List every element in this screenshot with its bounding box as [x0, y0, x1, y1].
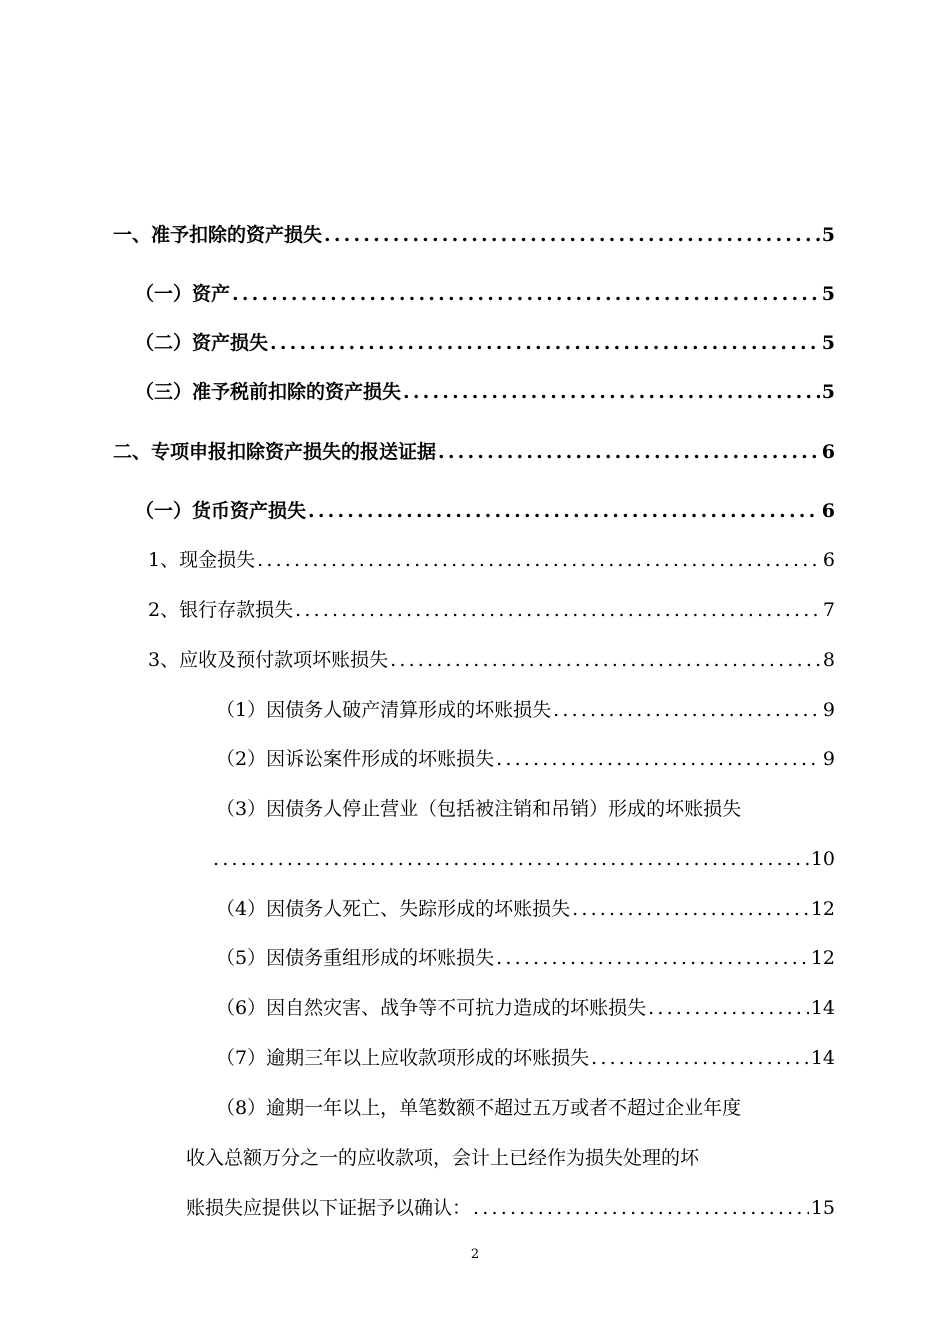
toc-entry-title: （4）因债务人死亡、失踪形成的坏账损失 [216, 898, 571, 920]
toc-entry-title: （一）货币资产损失 [135, 500, 307, 522]
toc-entry[interactable] [186, 1196, 835, 1220]
toc-entry-title: （二）资产损失 [135, 332, 269, 354]
toc-entry[interactable] [113, 223, 835, 247]
toc-entry-title: 2、银行存款损失 [148, 599, 294, 621]
toc-entry-page: 5 [821, 381, 835, 403]
toc-leader-dots [308, 499, 820, 523]
toc-entry-page: 5 [821, 224, 835, 246]
toc-entry[interactable] [135, 331, 835, 355]
toc-leader-dots [572, 897, 809, 921]
toc-leader-dots [496, 747, 821, 771]
toc-entry[interactable] [135, 380, 835, 404]
toc-entry-title-line[interactable]: 收入总额万分之一的应收款项，会计上已经作为损失处理的坏 [186, 1147, 700, 1169]
toc-leader-dots [295, 598, 821, 622]
toc-entry[interactable] [216, 698, 835, 722]
toc-entry[interactable] [216, 747, 835, 771]
toc-leader-dots [496, 946, 809, 970]
toc-entry-page: 15 [810, 1197, 835, 1219]
toc-entry-title: 一、准予扣除的资产损失 [113, 224, 323, 246]
toc-leader-dots [390, 648, 821, 672]
toc-entry-title: （7）逾期三年以上应收款项形成的坏账损失 [216, 1047, 590, 1069]
toc-entry-page: 7 [822, 599, 835, 621]
toc-leader-dots [213, 847, 809, 871]
toc-entry-title: （6）因自然灾害、战争等不可抗力造成的坏账损失 [216, 997, 647, 1019]
toc-entry[interactable] [148, 548, 835, 572]
toc-entry[interactable] [216, 897, 835, 921]
toc-entry-title: （1）因债务人破产清算形成的坏账损失 [216, 699, 552, 721]
toc-entry-page: 5 [821, 283, 835, 305]
toc-entry-page: 8 [822, 649, 835, 671]
toc-leader-dots [473, 1196, 809, 1220]
toc-entry[interactable] [213, 847, 835, 871]
toc-leader-dots [438, 440, 820, 464]
toc-entry-page: 10 [810, 848, 835, 870]
toc-entry-page: 9 [822, 748, 835, 770]
toc-entry-page: 6 [822, 549, 835, 571]
toc-leader-dots [553, 698, 821, 722]
toc-entry-page: 14 [810, 997, 835, 1019]
toc-entry-title: 3、应收及预付款项坏账损失 [148, 649, 389, 671]
toc-entry-title: （一）资产 [135, 283, 231, 305]
toc-leader-dots [403, 380, 820, 404]
toc-entry-title-line: 账损失应提供以下证据予以确认： [186, 1197, 472, 1219]
toc-entry[interactable] [216, 1046, 835, 1070]
toc-entry[interactable] [148, 598, 835, 622]
toc-entry-page: 6 [821, 500, 835, 522]
toc-entry-title: （三）准予税前扣除的资产损失 [135, 381, 402, 403]
toc-entry[interactable] [148, 648, 835, 672]
toc-leader-dots [324, 223, 820, 247]
toc-entry-page: 14 [810, 1047, 835, 1069]
toc-entry-title-line[interactable]: （8）逾期一年以上，单笔数额不超过五万或者不超过企业年度 [216, 1097, 742, 1119]
toc-entry-title: 二、专项申报扣除资产损失的报送证据 [113, 441, 437, 463]
toc-entry-page: 12 [810, 947, 835, 969]
toc-entry-title: 1、现金损失 [148, 549, 256, 571]
toc-leader-dots [270, 331, 820, 355]
toc-entry[interactable] [216, 946, 835, 970]
toc-leader-dots [232, 282, 820, 306]
toc-leader-dots [591, 1046, 809, 1070]
toc-entry-page: 5 [821, 332, 835, 354]
page-number: 2 [470, 1247, 480, 1262]
toc-entry-page: 9 [822, 699, 835, 721]
toc-entry-title: （5）因债务重组形成的坏账损失 [216, 947, 495, 969]
toc-entry-title: （2）因诉讼案件形成的坏账损失 [216, 748, 495, 770]
toc-leader-dots [648, 996, 809, 1020]
toc-entry-page: 6 [821, 441, 835, 463]
toc-entry[interactable] [135, 282, 835, 306]
toc-entry-title[interactable]: （3）因债务人停止营业（包括被注销和吊销）形成的坏账损失 [216, 798, 742, 820]
toc-leader-dots [257, 548, 821, 572]
toc-entry[interactable] [216, 996, 835, 1020]
toc-entry-page: 12 [810, 898, 835, 920]
toc-entry[interactable] [113, 440, 835, 464]
toc-entry[interactable] [135, 499, 835, 523]
